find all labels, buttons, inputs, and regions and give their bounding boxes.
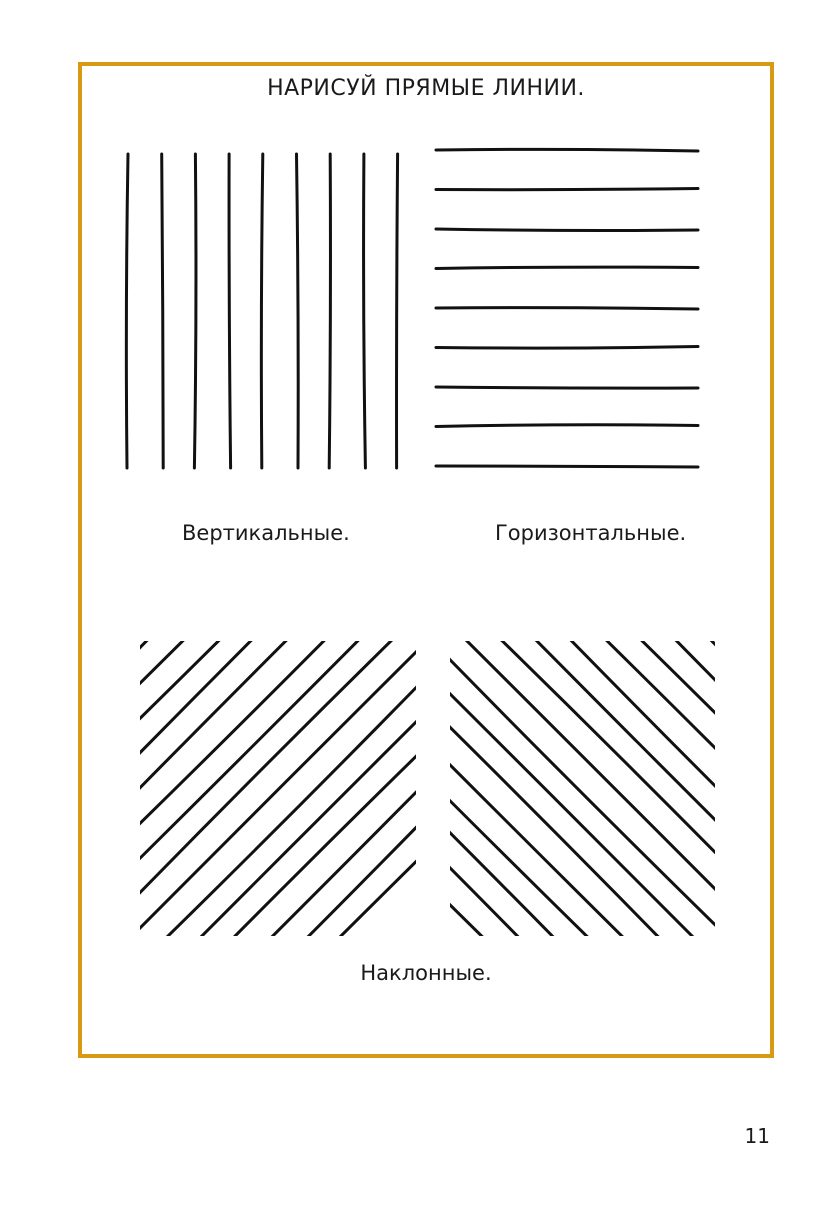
vertical-line [229,154,231,468]
slanted-line [122,731,442,1051]
slanted-lines-right-sample [172,626,770,956]
caption-vertical: Вертикальные. [182,521,350,545]
horizontal-line [436,308,698,309]
vertical-line [297,154,299,468]
slanted-line [122,661,442,981]
page-title: НАРИСУЙ ПРЯМЫЕ ЛИНИИ. [267,76,585,101]
slanted-line [522,626,770,956]
caption-horizontal: Горизонтальные. [495,521,687,545]
caption-slanted: Наклонные. [360,961,492,985]
page-number: 11 [744,1124,770,1148]
horizontal-line [436,387,698,388]
slanted-line [122,521,442,841]
slanted-line [122,836,442,1054]
slanted-line [122,311,442,631]
slanted-line [122,766,442,1054]
horizontal-line [436,425,698,427]
slanted-line [382,626,712,956]
slanted-line [452,626,770,956]
horizontal-lines-sample [436,149,698,467]
slanted-line [697,626,770,956]
slanted-line [122,591,442,911]
line-drawings [82,66,770,1054]
horizontal-line [436,267,698,268]
slanted-line [347,626,677,956]
vertical-line [364,154,366,468]
slanted-line [312,626,642,956]
vertical-line [329,154,330,468]
vertical-line [162,154,164,468]
horizontal-line [436,347,698,349]
slanted-line [122,416,442,736]
slanted-line [122,626,442,946]
horizontal-line [436,466,698,467]
vertical-line [261,154,262,468]
slanted-line [417,626,747,956]
slanted-line [242,626,572,956]
slanted-line [122,346,442,666]
slanted-lines-left-sample [122,311,442,1054]
horizontal-line [436,229,698,231]
vertical-line [126,154,128,468]
horizontal-line [436,149,698,151]
slanted-line [277,626,607,956]
vertical-line [397,154,398,468]
worksheet-frame [78,62,774,1058]
slanted-line [122,451,442,771]
slanted-line [122,556,442,876]
vertical-lines-sample [126,154,397,468]
horizontal-line [436,189,698,190]
vertical-line [194,154,196,468]
